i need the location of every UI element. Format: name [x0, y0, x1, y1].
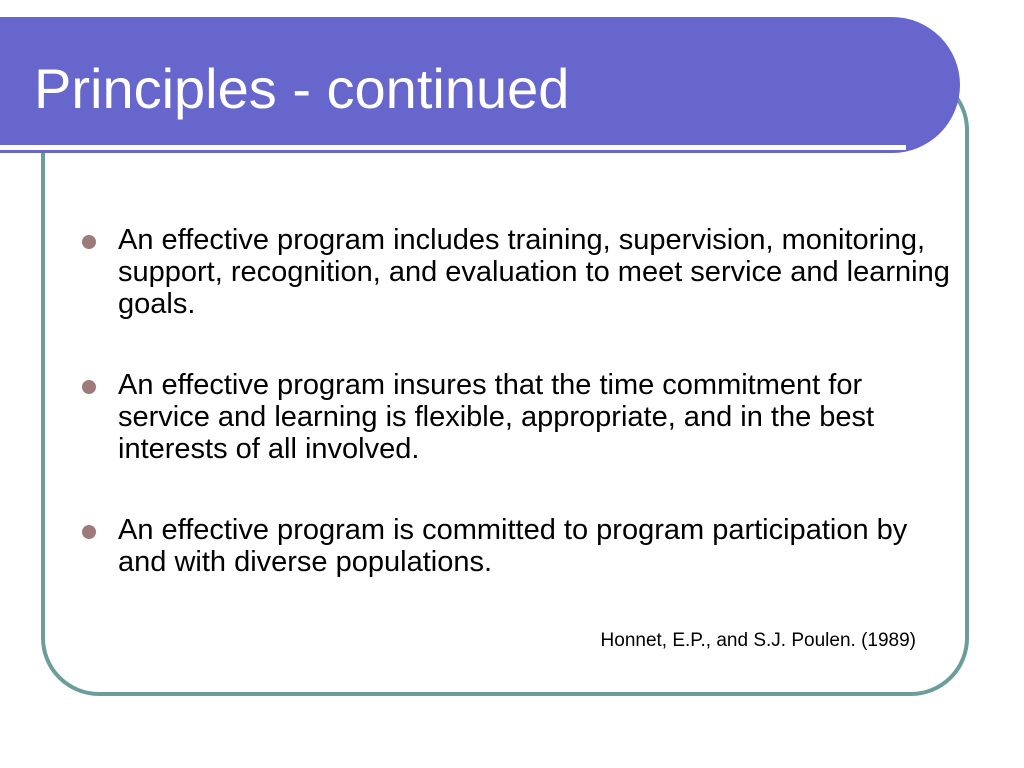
bullet-list [80, 224, 950, 627]
bullet-item [80, 224, 950, 320]
bullet-icon [82, 525, 96, 539]
title-bar [0, 17, 960, 153]
bullet-item [80, 514, 950, 578]
citation: Honnet, E.P., and S.J. Poulen. (1989) [600, 630, 916, 651]
slide-title: Principles - continued [34, 57, 570, 120]
bullet-text: An effective program insures that the time commitment for service and learning is flexible, appropriate, and in the best interests of all involved. [118, 369, 875, 465]
bullet-icon [82, 380, 96, 394]
title-underline [0, 145, 906, 150]
bullet-text: An effective program includes training, supervision, monitoring, support, recognition, and evaluation to meet service and learning goals. [118, 224, 950, 320]
bullet-text: An effective program is committed to program participation by and with diverse populations. [118, 514, 908, 578]
bullet-item [80, 369, 950, 465]
bullet-icon [82, 235, 96, 249]
